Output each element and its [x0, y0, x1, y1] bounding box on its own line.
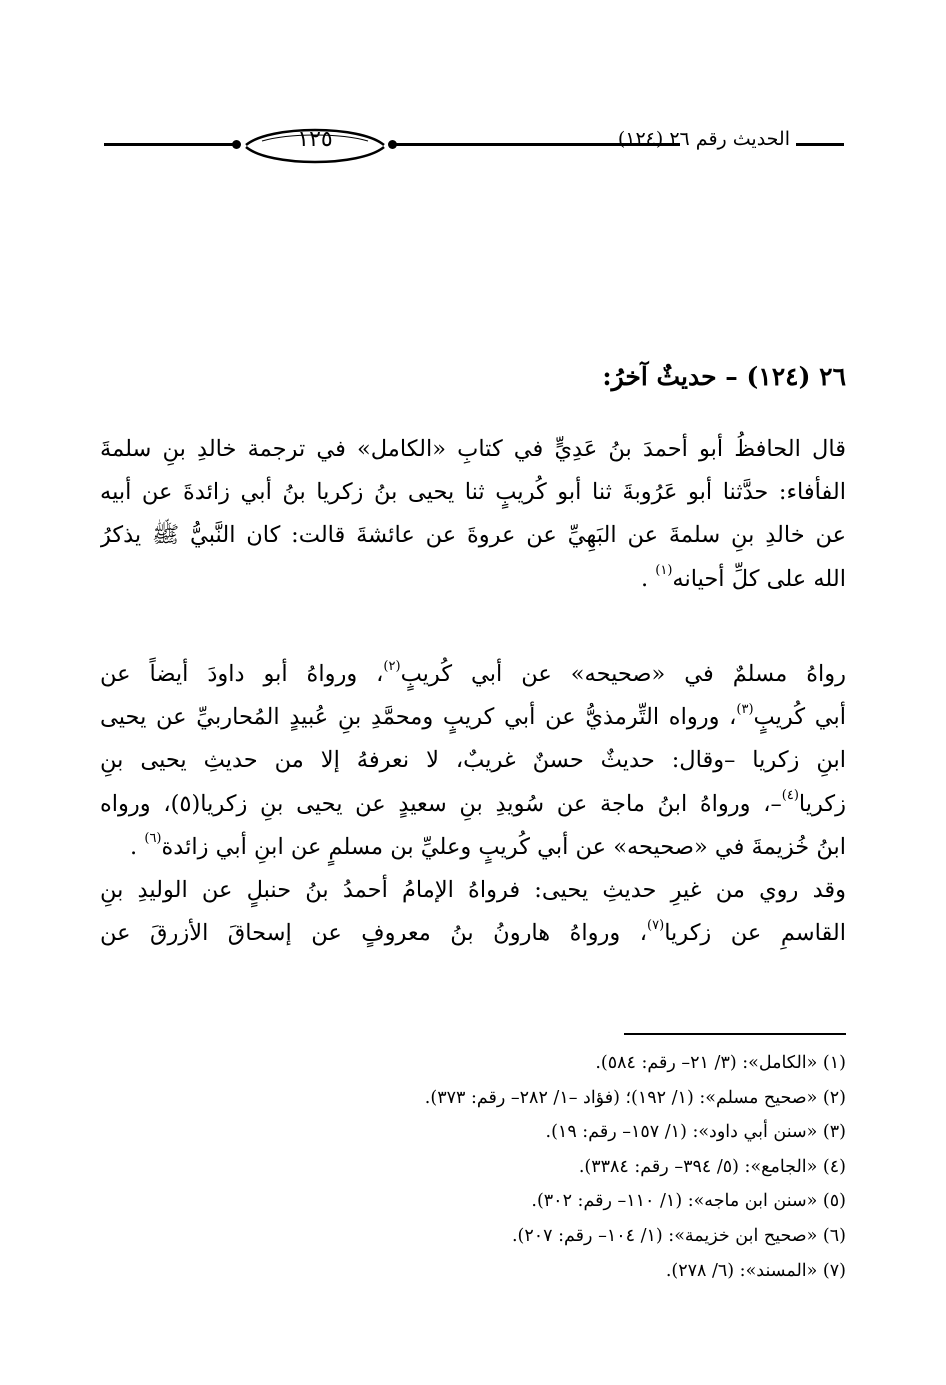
- text-line: الفأفاء: حدَّثنا أبو عَرُوبةَ ثنا أبو كُريبٍ ثنا يحيى بنُ زكريا بنُ أبي زائدةَ عن أبيه: [100, 479, 846, 506]
- text-line: [100, 696, 846, 739]
- text-line: [100, 783, 846, 826]
- footnote-separator: [624, 1033, 846, 1035]
- header-rule-left: [104, 143, 234, 146]
- footnote-ref: (٢): [383, 658, 401, 674]
- line-text: القاسمِ عن زكريا: [664, 920, 846, 947]
- text-line: قال الحافظُ أبو أحمدَ بنُ عَدِيٍّ في كتابِ «الكامل» في ترجمة خالدِ بنِ سلمةَ: [100, 436, 846, 462]
- footnote: (٣) «سنن أبي داود»: (١/ ١٥٧– رقم: ١٩).: [545, 1122, 846, 1143]
- page-header: [100, 118, 846, 178]
- line-text: .: [130, 833, 138, 860]
- line-text: ، ورواه التِّرمذيُّ عن أبي كريبٍ ومحمَّدِ بنِ عُبيدٍ المُحاربيِّ عن يحيى: [100, 704, 737, 731]
- line-text: ابنِ زكريا –وقال: حديثٌ حسنٌ غريبٌ، لا نعرفهُ إلا من حديثِ يحيى بنِ: [100, 747, 846, 774]
- line-text: وقد روي من غيرِ حديثِ يحيى: فرواهُ الإمامُ أحمدُ بنُ حنبلٍ عن الوليدِ بنِ: [100, 876, 846, 903]
- footnote-ref: (٣): [736, 701, 754, 717]
- text-line: [100, 826, 846, 869]
- footnote-ref: (٤): [781, 788, 799, 804]
- paragraph-isnad: [100, 428, 846, 601]
- text-line: [100, 912, 846, 955]
- header-rule-right: [796, 143, 844, 146]
- text-line: عن خالدِ بنِ سلمةَ عن البَهِيِّ عن عروةَ عن عائشةَ قالت: كان النَّبيُّ ﷺ يذكرُ: [100, 522, 846, 549]
- footnote: (٤) «الجامع»: (٥/ ٣٩٤– رقم: ٣٣٨٤).: [578, 1156, 846, 1177]
- line-text: الله على كلِّ أحيانه: [672, 565, 846, 592]
- footnote-ref: (٧): [647, 917, 665, 933]
- footnote: (٧) «المسند»: (٦/ ٢٧٨).: [665, 1260, 846, 1281]
- page-number: ١٢٥: [297, 127, 333, 152]
- footnote-ref: (١): [655, 563, 673, 579]
- text-line: الله على كلِّ أحيانه$^{(١)}$ .: [640, 563, 846, 592]
- footnotes: [100, 1046, 846, 1288]
- page-number-frame: [240, 123, 390, 165]
- line-text: ، ورواهُ هارونُ بنُ معروفٍ عن إسحاقَ الأزرقَ عن: [100, 920, 648, 947]
- line-text: ، ورواهُ أبو داودَ أيضاً عن: [100, 661, 384, 687]
- footnote: (٥) «سنن ابن ماجه»: (١/ ١١٠– رقم: ٣٠٢).: [531, 1191, 846, 1212]
- running-title: الحديث رقم ٢٦ (١٢٤): [617, 128, 790, 150]
- line-text: أبي كُريبٍ: [753, 704, 846, 731]
- hadith-heading: ٢٦ (١٢٤) – حديثٌ آخرُ:: [602, 362, 846, 391]
- text-line: [100, 739, 846, 782]
- footnote: (١) «الكامل»: (٣/ ٢١– رقم: ٥٨٤).: [595, 1053, 846, 1073]
- text-line: [100, 869, 846, 912]
- text-line: [100, 653, 846, 696]
- footnote: (٦) «صحيح ابن خزيمة»: (١/ ١٠٤– رقم: ٢٠٧).: [511, 1225, 846, 1246]
- line-text: زكريا: [798, 790, 846, 817]
- paragraph-takhrij: [100, 653, 846, 955]
- footnote: (٢) «صحيح مسلم»: (١/ ١٩٢)؛ (فؤاد –١/ ٢٨٢– رقم: ٣٧٣).: [424, 1087, 846, 1108]
- line-text: –، ورواهُ ابنُ ماجة عن سُويدِ بنِ سعيدٍ عن يحيى بنِ زكريا(٥)، ورواه: [100, 790, 782, 817]
- line-text: رواهُ مسلمٌ في «صحيحه» عن أبي كُريبٍ: [400, 661, 846, 687]
- footnote-ref: (٦): [144, 831, 162, 847]
- line-text: ابنُ خُزيمةَ في «صحيحه» عن أبي كُريبٍ وعليِّ بن مسلمٍ عن ابنِ أبي زائدة: [161, 833, 846, 860]
